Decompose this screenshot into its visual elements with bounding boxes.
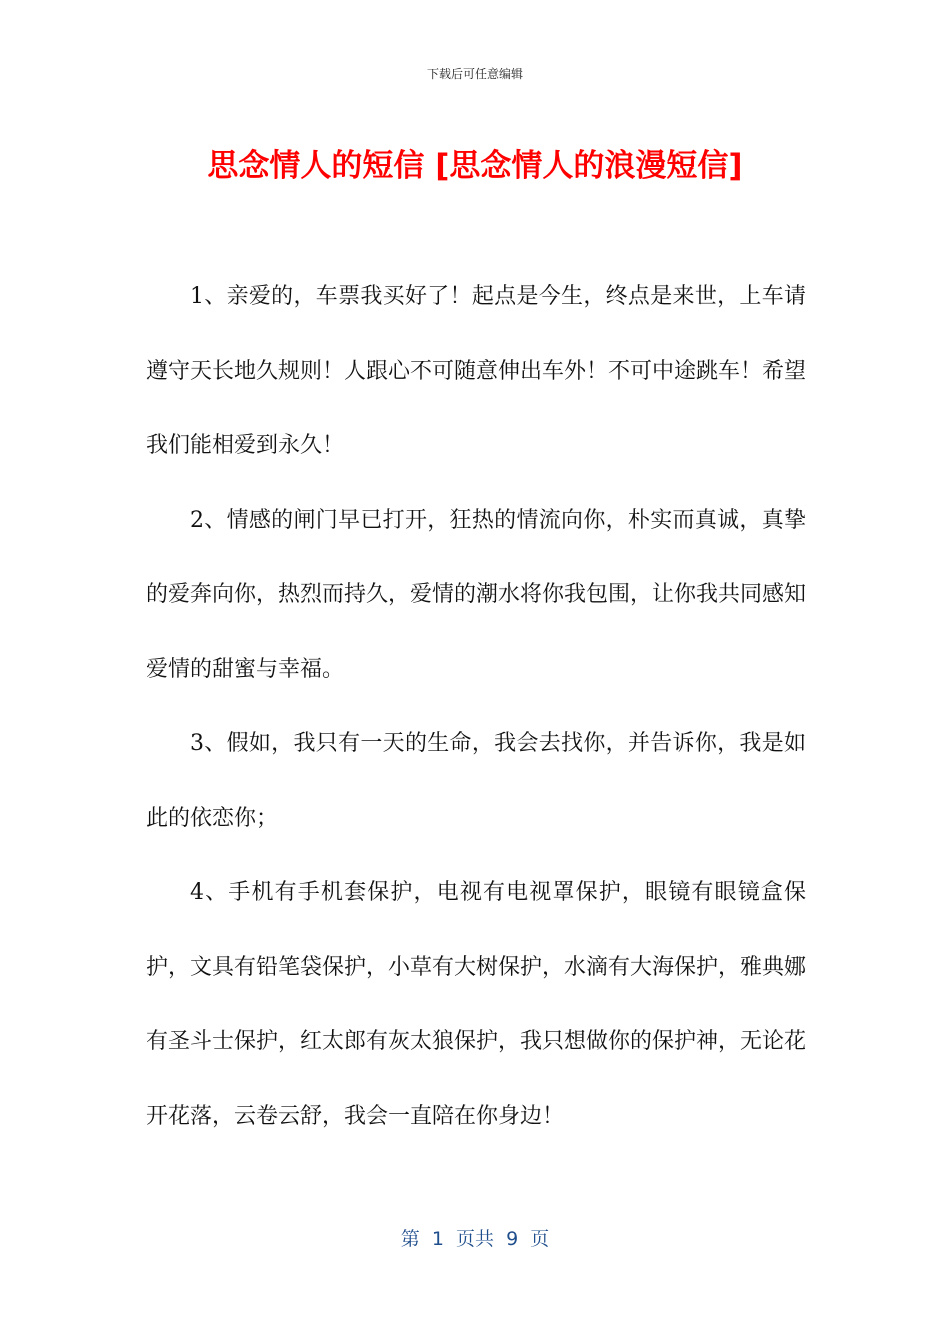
- document-body: [146, 260, 806, 1154]
- document-title: 思念情人的短信 [思念情人的浪漫短信]: [207, 148, 743, 184]
- paragraph-4: 4、手机有手机套保护，电视有电视罩保护，眼镜有眼镜盒保护，文具有铅笔袋保护，小草有大树保护，水滴有大海保护，雅典娜有圣斗士保护，红太郎有灰太狼保护，我只想做你的保护神，无论花开花落，云卷云舒，我会一直陪在你身边！: [146, 880, 807, 1129]
- header-note: 下载后可任意编辑: [426, 67, 523, 81]
- page-number-footer: 第 1 页共 9 页: [400, 1228, 550, 1250]
- paragraph-3: 3、假如，我只有一天的生命，我会去找你，并告诉你，我是如此的依恋你；: [146, 731, 806, 831]
- paragraph-1: 1、亲爱的，车票我买好了！起点是今生，终点是来世，上车请遵守天长地久规则！人跟心不可随意伸出车外！不可中途跳车！希望我们能相爱到永久！: [146, 284, 807, 458]
- paragraph-2: 2、情感的闸门早已打开，狂热的情流向你，朴实而真诚，真挚的爱奔向你，热烈而持久，爱情的潮水将你我包围，让你我共同感知爱情的甜蜜与幸福。: [146, 507, 807, 682]
